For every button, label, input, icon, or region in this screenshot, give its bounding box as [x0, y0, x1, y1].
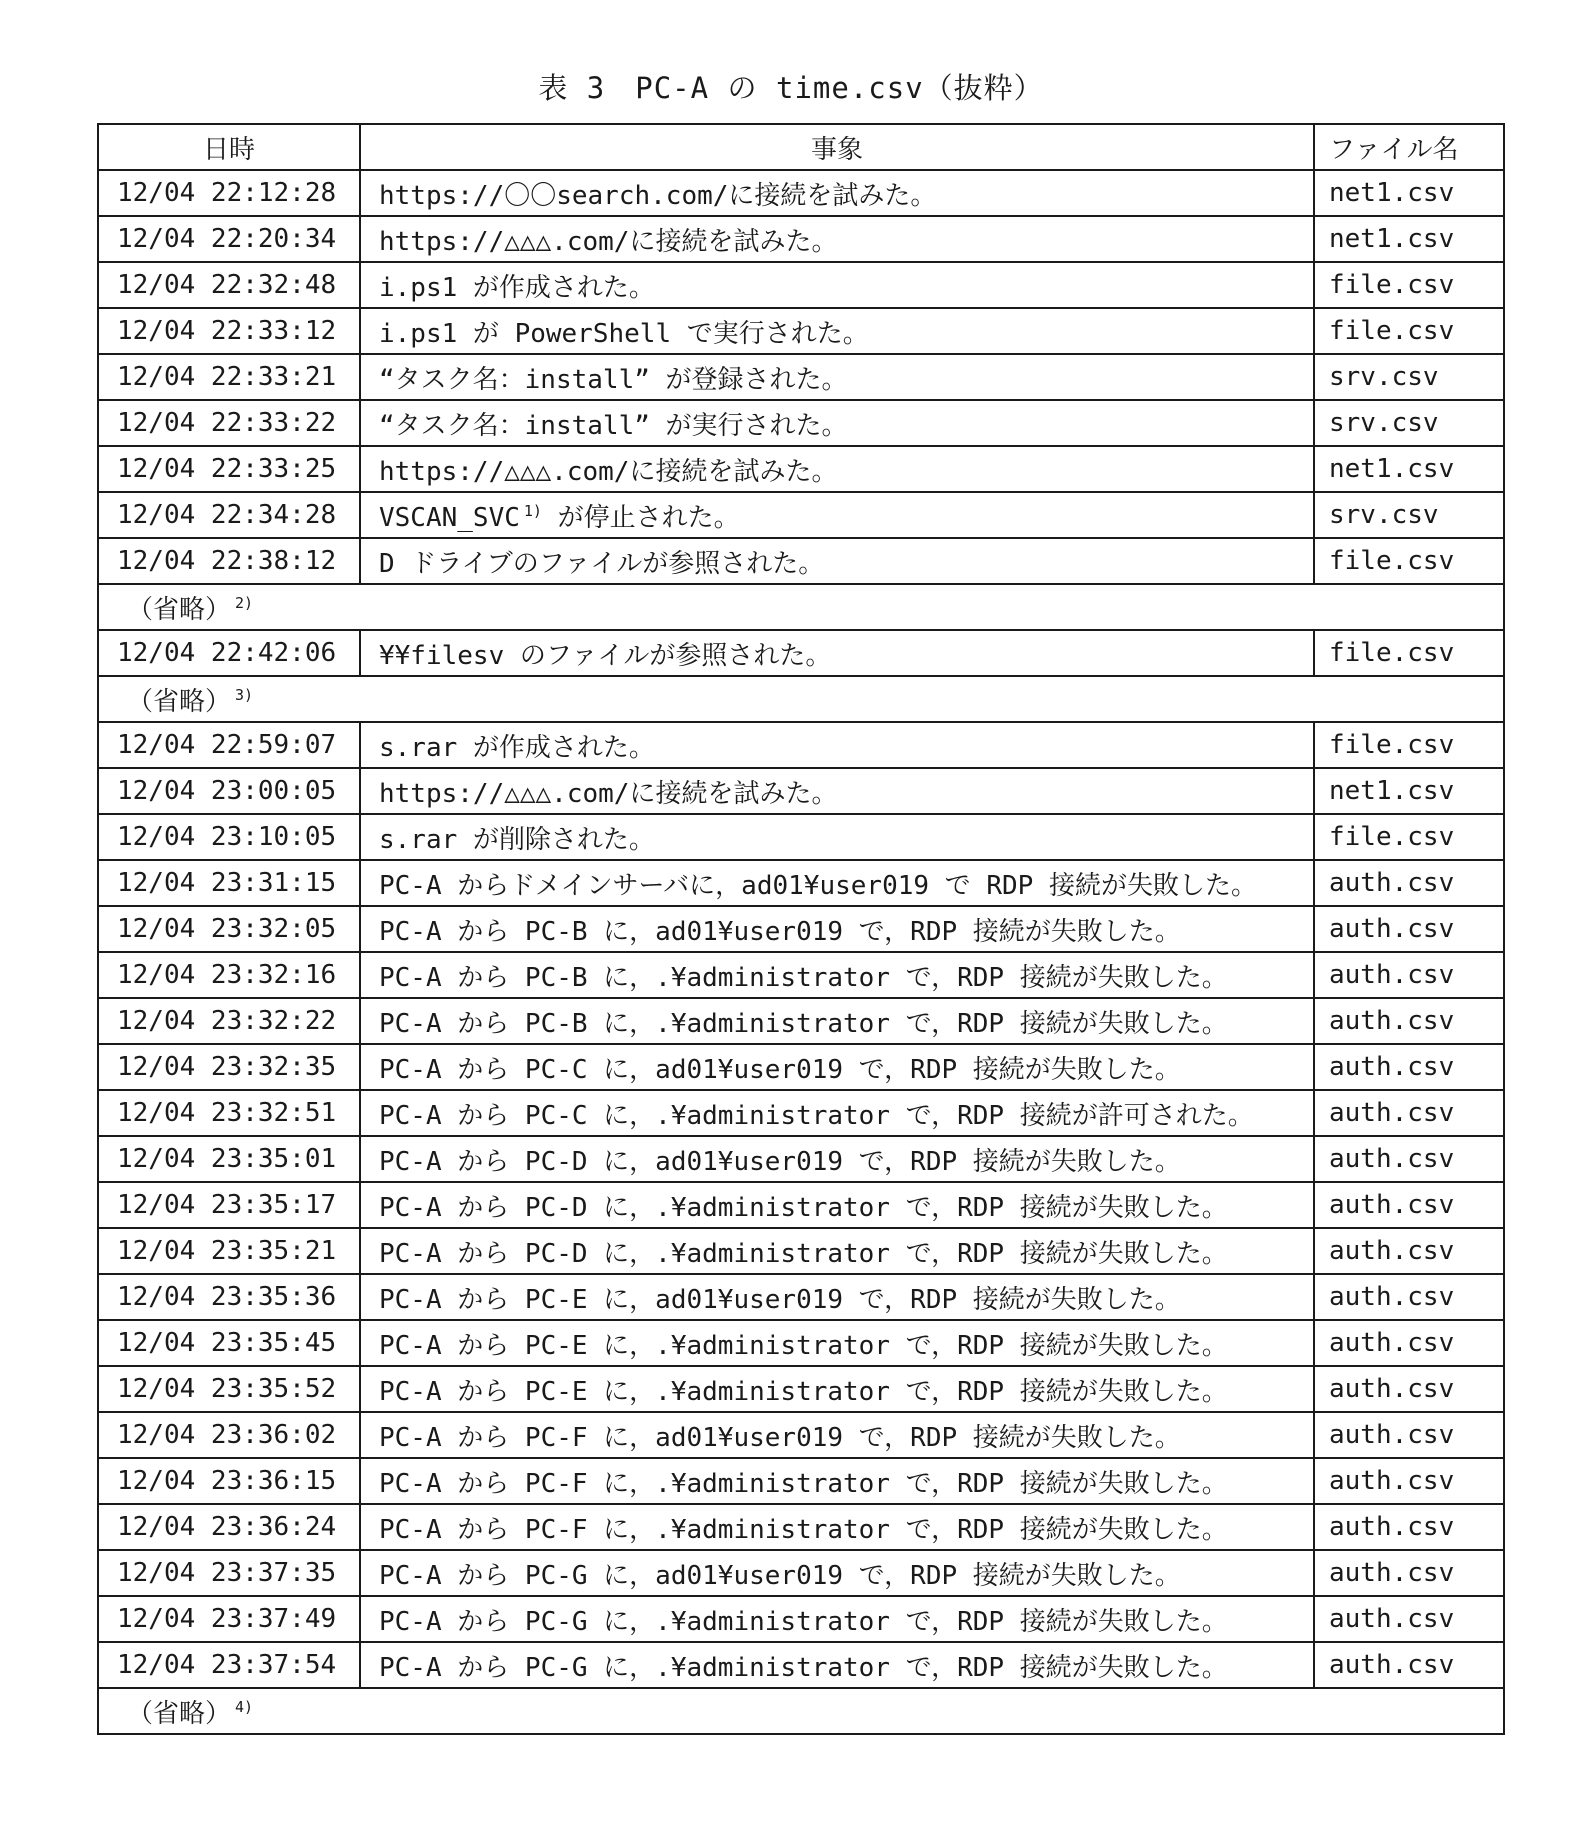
event-text: PC-A から PC-E に，.¥administrator で，RDP 接続が失敗した。: [379, 1330, 1228, 1361]
header-datetime: 日時: [98, 124, 360, 170]
event-cell: [360, 998, 1314, 1044]
table-row: [98, 906, 1504, 952]
table-row: [98, 1504, 1504, 1550]
table-row: [98, 1596, 1504, 1642]
file-cell: auth.csv: [1314, 1642, 1504, 1688]
omitted-row: [98, 584, 1504, 630]
time-csv-table: [97, 123, 1505, 1735]
event-text: “タスク名：install” が登録された。: [379, 364, 848, 395]
datetime-cell: 12/04 23:32:05: [98, 906, 360, 952]
event-cell: [360, 1136, 1314, 1182]
event-cell: [360, 630, 1314, 676]
datetime-cell: 12/04 23:36:02: [98, 1412, 360, 1458]
table-row: [98, 952, 1504, 998]
file-cell: auth.csv: [1314, 1412, 1504, 1458]
event-text: PC-A から PC-D に，.¥administrator で，RDP 接続が失敗した。: [379, 1238, 1228, 1269]
table-row: [98, 814, 1504, 860]
datetime-cell: 12/04 23:37:54: [98, 1642, 360, 1688]
event-cell: [360, 170, 1314, 216]
footnote-marker: 3): [235, 685, 254, 704]
datetime-cell: 12/04 22:32:48: [98, 262, 360, 308]
event-text: PC-A から PC-B に，ad01¥user019 で，RDP 接続が失敗した。: [379, 916, 1181, 947]
event-cell: [360, 1182, 1314, 1228]
table-row: [98, 1182, 1504, 1228]
table-row: [98, 998, 1504, 1044]
event-cell: [360, 446, 1314, 492]
event-cell: [360, 262, 1314, 308]
datetime-cell: 12/04 22:33:21: [98, 354, 360, 400]
event-text: PC-A から PC-D に，.¥administrator で，RDP 接続が失敗した。: [379, 1192, 1228, 1223]
file-cell: auth.csv: [1314, 998, 1504, 1044]
event-text: https://△△△.com/に接続を試みた。: [379, 456, 838, 487]
table-row: [98, 1366, 1504, 1412]
event-text: s.rar が作成された。: [379, 732, 655, 763]
datetime-cell: 12/04 23:32:16: [98, 952, 360, 998]
file-cell: auth.csv: [1314, 1320, 1504, 1366]
table-row: [98, 354, 1504, 400]
datetime-cell: 12/04 22:33:12: [98, 308, 360, 354]
table-row: [98, 630, 1504, 676]
datetime-cell: 12/04 23:10:05: [98, 814, 360, 860]
event-cell: [360, 400, 1314, 446]
event-cell: [360, 1366, 1314, 1412]
footnote-marker: 1): [523, 501, 542, 520]
event-text: https://△△△.com/に接続を試みた。: [379, 778, 838, 809]
event-text: VSCAN_SVC: [379, 502, 520, 533]
omitted-cell: [98, 676, 1504, 722]
table-row: [98, 1320, 1504, 1366]
file-cell: auth.csv: [1314, 1228, 1504, 1274]
event-cell: [360, 1642, 1314, 1688]
event-text: PC-A から PC-F に，.¥administrator で，RDP 接続が失敗した。: [379, 1468, 1228, 1499]
datetime-cell: 12/04 22:33:22: [98, 400, 360, 446]
table-row: [98, 262, 1504, 308]
datetime-cell: 12/04 22:59:07: [98, 722, 360, 768]
event-cell: [360, 308, 1314, 354]
event-text: https://△△△.com/に接続を試みた。: [379, 226, 838, 257]
file-cell: srv.csv: [1314, 492, 1504, 538]
event-text: PC-A から PC-B に，.¥administrator で，RDP 接続が失敗した。: [379, 962, 1228, 993]
event-cell: [360, 1090, 1314, 1136]
event-text: PC-A から PC-E に，ad01¥user019 で，RDP 接続が失敗した。: [379, 1284, 1181, 1315]
table-row: [98, 308, 1504, 354]
header-file: ファイル名: [1314, 124, 1504, 170]
datetime-cell: 12/04 23:35:01: [98, 1136, 360, 1182]
file-cell: auth.csv: [1314, 1090, 1504, 1136]
event-cell: [360, 1504, 1314, 1550]
event-text-cont: が停止された。: [541, 502, 740, 533]
datetime-cell: 12/04 23:31:15: [98, 860, 360, 906]
table-row: [98, 1044, 1504, 1090]
file-cell: auth.csv: [1314, 906, 1504, 952]
table-row: [98, 538, 1504, 584]
file-cell: net1.csv: [1314, 446, 1504, 492]
table-row: [98, 216, 1504, 262]
datetime-cell: 12/04 22:20:34: [98, 216, 360, 262]
event-text: s.rar が削除された。: [379, 824, 655, 855]
datetime-cell: 12/04 23:36:15: [98, 1458, 360, 1504]
omitted-cell: [98, 584, 1504, 630]
event-cell: [360, 1228, 1314, 1274]
table-row: [98, 1090, 1504, 1136]
table-row: [98, 1228, 1504, 1274]
event-cell: [360, 216, 1314, 262]
file-cell: srv.csv: [1314, 400, 1504, 446]
datetime-cell: 12/04 23:35:36: [98, 1274, 360, 1320]
event-text: PC-A から PC-C に，.¥administrator で，RDP 接続が許可された。: [379, 1100, 1254, 1131]
file-cell: net1.csv: [1314, 768, 1504, 814]
header-event: 事象: [360, 124, 1314, 170]
datetime-cell: 12/04 23:35:52: [98, 1366, 360, 1412]
event-text: ¥¥filesv のファイルが参照された。: [379, 640, 832, 671]
event-cell: [360, 1274, 1314, 1320]
event-text: https://〇〇search.com/に接続を試みた。: [379, 180, 937, 211]
datetime-cell: 12/04 22:33:25: [98, 446, 360, 492]
file-cell: file.csv: [1314, 262, 1504, 308]
table-row: [98, 1412, 1504, 1458]
event-text: i.ps1 が PowerShell で実行された。: [379, 318, 869, 349]
datetime-cell: 12/04 23:32:51: [98, 1090, 360, 1136]
file-cell: file.csv: [1314, 722, 1504, 768]
table-row: [98, 170, 1504, 216]
datetime-cell: 12/04 23:32:22: [98, 998, 360, 1044]
table-title: 表 3 PC-A の time.csv（抜粋）: [538, 71, 1044, 105]
event-text: PC-A から PC-F に，ad01¥user019 で，RDP 接続が失敗した。: [379, 1422, 1181, 1453]
table-row: [98, 1642, 1504, 1688]
event-cell: [360, 1550, 1314, 1596]
event-text: PC-A から PC-D に，ad01¥user019 で，RDP 接続が失敗した。: [379, 1146, 1181, 1177]
event-text: PC-A から PC-E に，.¥administrator で，RDP 接続が失敗した。: [379, 1376, 1228, 1407]
table-row: [98, 492, 1504, 538]
file-cell: auth.csv: [1314, 1458, 1504, 1504]
datetime-cell: 12/04 23:36:24: [98, 1504, 360, 1550]
event-cell: [360, 538, 1314, 584]
event-cell: [360, 860, 1314, 906]
file-cell: file.csv: [1314, 308, 1504, 354]
event-cell: [360, 1596, 1314, 1642]
file-cell: auth.csv: [1314, 1596, 1504, 1642]
datetime-cell: 12/04 23:37:49: [98, 1596, 360, 1642]
file-cell: auth.csv: [1314, 952, 1504, 998]
file-cell: file.csv: [1314, 814, 1504, 860]
event-text: “タスク名：install” が実行された。: [379, 410, 848, 441]
event-text: PC-A から PC-G に，.¥administrator で，RDP 接続が失敗した。: [379, 1606, 1228, 1637]
footnote-marker: 4): [235, 1697, 254, 1716]
table-row: [98, 1550, 1504, 1596]
datetime-cell: 12/04 23:00:05: [98, 768, 360, 814]
file-cell: net1.csv: [1314, 216, 1504, 262]
event-text: i.ps1 が作成された。: [379, 272, 655, 303]
datetime-cell: 12/04 23:35:45: [98, 1320, 360, 1366]
event-text: PC-A からドメインサーバに，ad01¥user019 で RDP 接続が失敗した。: [379, 870, 1257, 901]
event-text: PC-A から PC-G に，ad01¥user019 で，RDP 接続が失敗した。: [379, 1560, 1181, 1591]
event-text: PC-A から PC-F に，.¥administrator で，RDP 接続が失敗した。: [379, 1514, 1228, 1545]
event-cell: [360, 814, 1314, 860]
datetime-cell: 12/04 22:34:28: [98, 492, 360, 538]
event-cell: [360, 1458, 1314, 1504]
table-row: [98, 446, 1504, 492]
event-text: PC-A から PC-B に，.¥administrator で，RDP 接続が失敗した。: [379, 1008, 1228, 1039]
table-row: [98, 400, 1504, 446]
table-row: [98, 1274, 1504, 1320]
file-cell: auth.csv: [1314, 1182, 1504, 1228]
event-cell: [360, 1412, 1314, 1458]
event-cell: [360, 1044, 1314, 1090]
footnote-marker: 2): [235, 593, 254, 612]
file-cell: file.csv: [1314, 538, 1504, 584]
table-row: [98, 722, 1504, 768]
datetime-cell: 12/04 23:35:21: [98, 1228, 360, 1274]
event-cell: [360, 354, 1314, 400]
datetime-cell: 12/04 22:42:06: [98, 630, 360, 676]
event-cell: [360, 722, 1314, 768]
table-header-row: [98, 124, 1504, 170]
datetime-cell: 12/04 23:35:17: [98, 1182, 360, 1228]
event-cell: [360, 906, 1314, 952]
event-text: D ドライブのファイルが参照された。: [379, 548, 825, 579]
file-cell: auth.csv: [1314, 1136, 1504, 1182]
datetime-cell: 12/04 23:37:35: [98, 1550, 360, 1596]
table-row: [98, 1458, 1504, 1504]
omitted-cell: [98, 1688, 1504, 1734]
datetime-cell: 12/04 22:38:12: [98, 538, 360, 584]
file-cell: auth.csv: [1314, 1366, 1504, 1412]
file-cell: auth.csv: [1314, 1274, 1504, 1320]
file-cell: auth.csv: [1314, 1550, 1504, 1596]
file-cell: file.csv: [1314, 630, 1504, 676]
event-cell: [360, 952, 1314, 998]
file-cell: auth.csv: [1314, 860, 1504, 906]
file-cell: net1.csv: [1314, 170, 1504, 216]
file-cell: auth.csv: [1314, 1504, 1504, 1550]
omitted-row: [98, 676, 1504, 722]
file-cell: srv.csv: [1314, 354, 1504, 400]
event-cell: [360, 1320, 1314, 1366]
omitted-label: （省略）: [127, 594, 232, 625]
event-text: PC-A から PC-C に，ad01¥user019 で，RDP 接続が失敗した。: [379, 1054, 1181, 1085]
event-cell: [360, 768, 1314, 814]
datetime-cell: 12/04 23:32:35: [98, 1044, 360, 1090]
table-row: [98, 1136, 1504, 1182]
event-text: PC-A から PC-G に，.¥administrator で，RDP 接続が失敗した。: [379, 1652, 1228, 1683]
omitted-label: （省略）: [127, 1698, 232, 1729]
file-cell: auth.csv: [1314, 1044, 1504, 1090]
omitted-row: [98, 1688, 1504, 1734]
table-row: [98, 860, 1504, 906]
table-row: [98, 768, 1504, 814]
event-cell: [360, 492, 1314, 538]
omitted-label: （省略）: [127, 686, 232, 717]
datetime-cell: 12/04 22:12:28: [98, 170, 360, 216]
table-body: [98, 170, 1504, 1734]
